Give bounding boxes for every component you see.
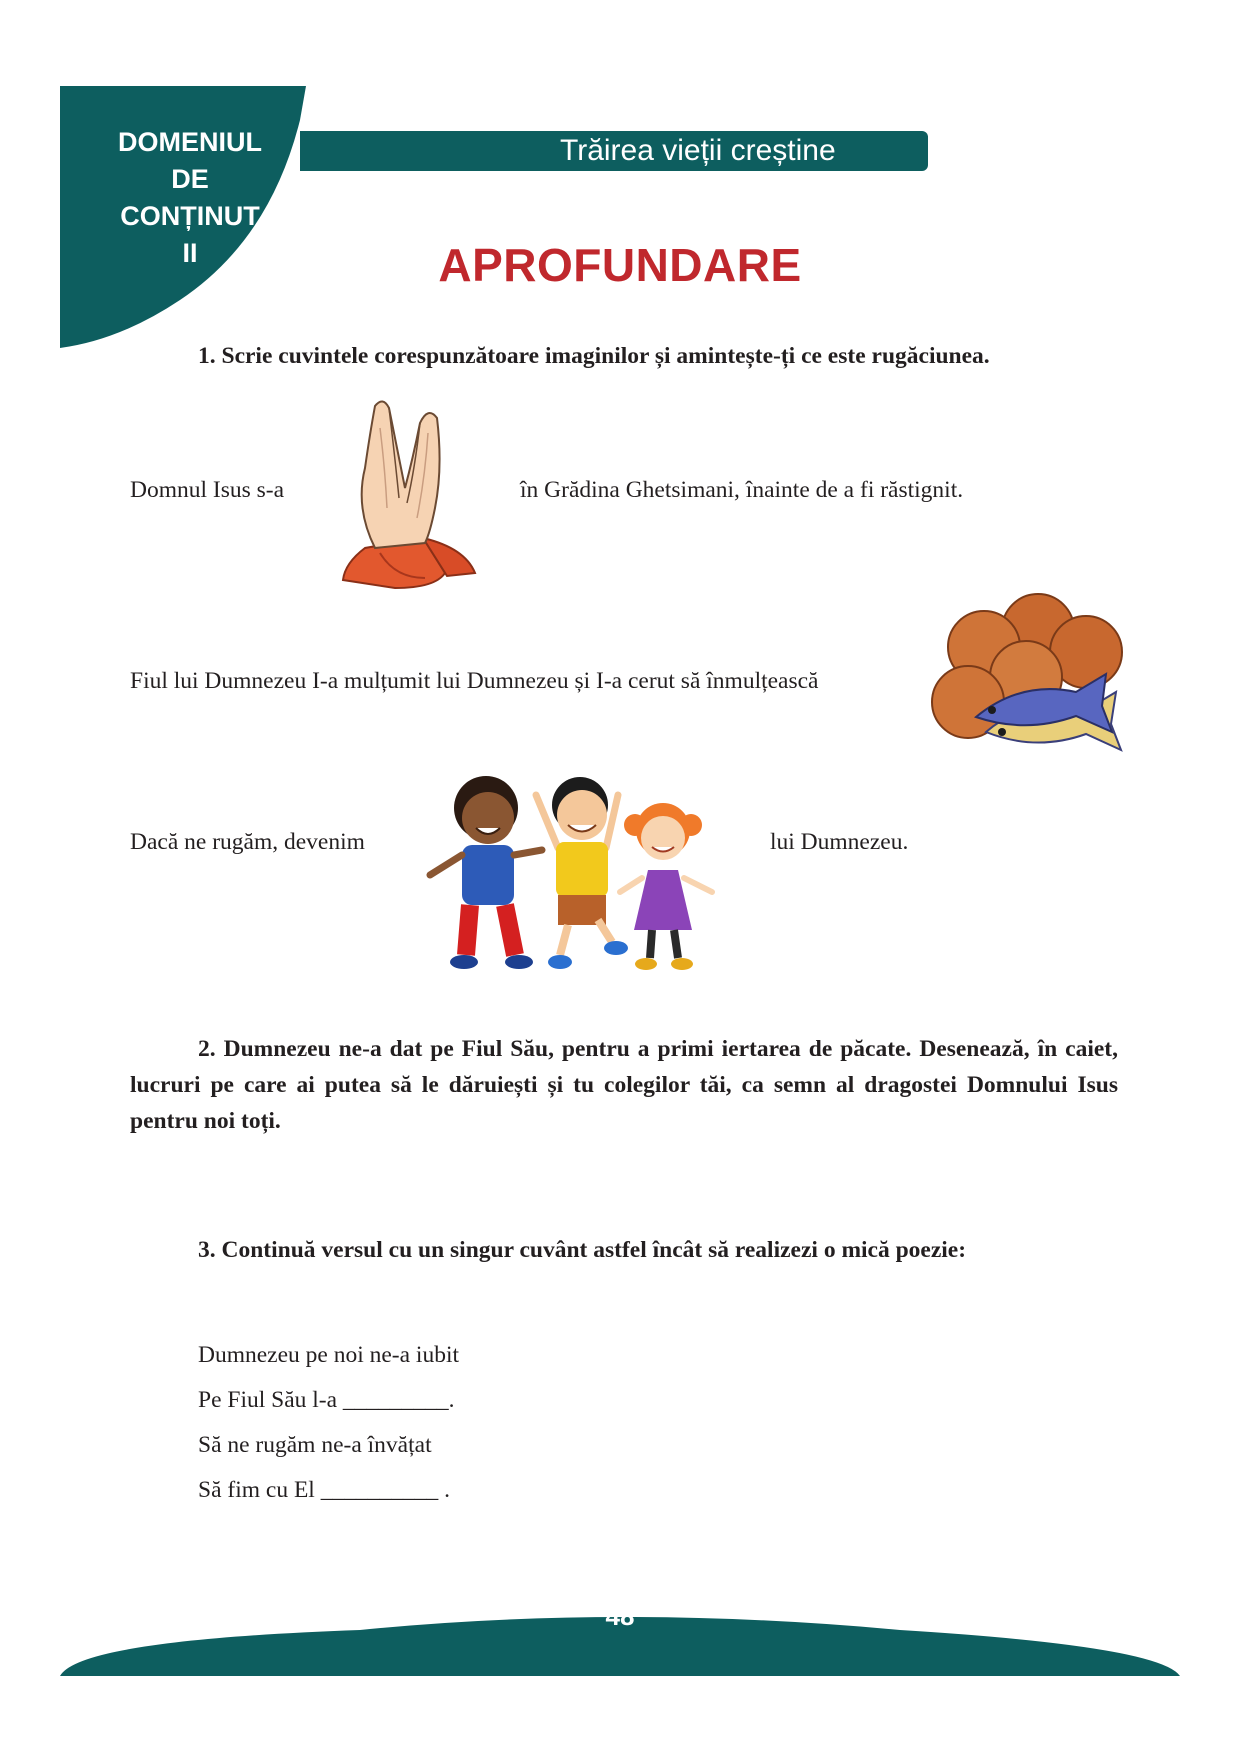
- exercise-3-prompt: 3. Continuă versul cu un singur cuvânt astfel încât să realizezi o mică poezie:: [198, 1237, 967, 1263]
- domain-label: [100, 124, 280, 272]
- domain-line: DE: [171, 164, 209, 194]
- poem-line: Să fim cu El __________ .: [198, 1477, 450, 1503]
- section-title: APROFUNDARE: [438, 239, 802, 291]
- sentence-2: Fiul lui Dumnezeu I-a mulțumit lui Dumnezeu și I-a cerut să înmulțească: [130, 668, 819, 694]
- poem-line: Pe Fiul Său l-a _________.: [198, 1387, 455, 1413]
- sentence-3-end: lui Dumnezeu.: [770, 829, 909, 855]
- children-image: [420, 770, 725, 975]
- page-number: 48: [605, 1601, 635, 1631]
- praying-hands-image: [325, 388, 495, 593]
- poem-line: Dumnezeu pe noi ne-a iubit: [198, 1342, 460, 1368]
- domain-line: CONȚINUT: [120, 201, 260, 231]
- sentence-1-end: în Grădina Ghetsimani, înainte de a fi răstignit.: [520, 477, 964, 503]
- domain-line: DOMENIUL: [118, 127, 262, 157]
- exercise-1-prompt: 1. Scrie cuvintele corespunzătoare imaginilor și amintește-ți ce este rugăciunea.: [198, 343, 990, 369]
- exercise-2-prompt: 2. Dumnezeu ne-a dat pe Fiul Său, pentru a primi iertarea de păcate. Desenează, în caiet, lucruri pe care ai putea să le dăruiești și tu colegilor tăi, ca semn al dragostei Domnului Isus pentru noi toți.: [130, 1036, 1118, 1134]
- bread-and-fish-image: [926, 592, 1136, 774]
- sentence-3-start: Dacă ne rugăm, devenim: [130, 829, 365, 855]
- poem-line: Să ne rugăm ne-a învățat: [198, 1432, 432, 1458]
- chapter-title: Trăirea vieții creștine: [560, 134, 836, 167]
- sentence-1-start: Domnul Isus s-a: [130, 477, 285, 503]
- domain-line: II: [182, 238, 198, 268]
